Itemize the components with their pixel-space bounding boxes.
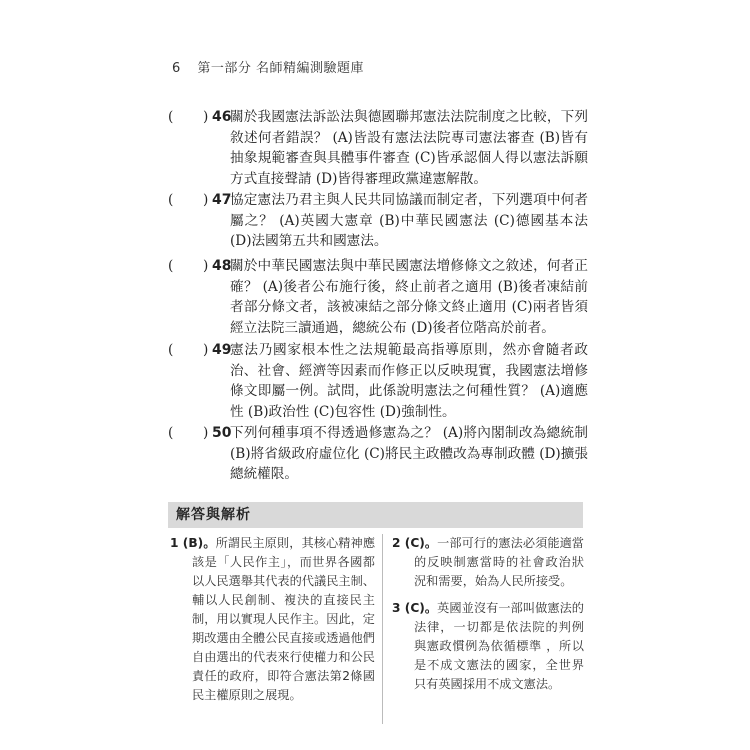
question-number: 47 xyxy=(212,192,232,208)
question-text: 關於中華民國憲法與中華民國憲法增修條文之敘述，何者正確？ (A)後者公布施行後，終止前者之適用 (B)後者凍結前者部分條文者，該被凍結之部分條文終止適用 (C)兩者皆須經立法院三讀通過，總統公布 (D)後者位階高於前者。 xyxy=(230,258,588,336)
answers-left-column xyxy=(170,534,375,713)
explanation-label: 2 (C)。 xyxy=(392,536,438,550)
question-number: 49 xyxy=(212,342,232,358)
question-49: ( ) 49 憲法乃國家根本性之法規範最高指導原則，然亦會隨者政治、社會、經濟等因素而作修正以反映現實，我國憲法增修條文即屬一例。試問，此係說明憲法之何種性質？ (A)適應性 (B)政治性 (C)包容性 (D)強制性。 xyxy=(168,340,588,422)
question-text: 憲法乃國家根本性之法規範最高指導原則，然亦會隨者政治、社會、經濟等因素而作修正以反映現實，我國憲法增修條文即屬一例。試問，此係說明憲法之何種性質？ (A)適應性 (B)政治性 (C)包容性 (D)強制性。 xyxy=(230,342,588,420)
question-text: 關於我國憲法訴訟法與德國聯邦憲法法院制度之比較，下列敘述何者錯誤？ (A)皆設有憲法法院專司憲法審查 (B)皆有抽象規範審查與具體事件審查 (C)皆承認個人得以憲法訴願方式直接聲請 (D)皆得審理政黨違憲解散。 xyxy=(230,109,588,187)
question-number: 46 xyxy=(212,109,232,125)
explanation-1 xyxy=(170,534,375,705)
explanation-label: 3 (C)。 xyxy=(392,601,438,615)
explanation-2 xyxy=(392,534,584,591)
explanation-label: 1 (B)。 xyxy=(170,536,216,550)
explanation-3 xyxy=(392,599,584,694)
page-header xyxy=(172,57,364,76)
question-48: ( ) 48 關於中華民國憲法與中華民國憲法增修條文之敘述，何者正確？ (A)後者公布施行後，終止前者之適用 (B)後者凍結前者部分條文者，該被凍結之部分條文終止適用 (C)兩者皆須經立法院三讀通過，總統公布 (D)後者位階高於前者。 xyxy=(168,256,588,338)
question-text: 協定憲法乃君主與人民共同協議而制定者，下列選項中何者屬之？ (A)英國大憲章 (B)中華民國憲法 (C)德國基本法 (D)法國第五共和國憲法。 xyxy=(230,192,588,249)
header-title: 第一部分 名師精編測驗題庫 xyxy=(197,61,365,76)
column-divider xyxy=(382,534,383,724)
explanation-text: 一部可行的憲法必須能適當的反映制憲當時的社會政治狀況和需要，始為人民所接受。 xyxy=(414,536,584,588)
question-text: 下列何種事項不得透過修憲為之？ (A)將內閣制改為總統制 (B)將省級政府虛位化 (C)將民主政體改為專制政體 (D)擴張總統權限。 xyxy=(230,425,588,482)
question-number: 50 xyxy=(212,425,232,441)
explanation-text: 所謂民主原則，其核心精神應該是「人民作主」，而世界各國都以人民選舉其代表的代議民主制、輔以人民創制、複決的直接民主制，用以實現人民作主。因此，定期改選由全體公民直接或透過他們自由選出的代表來行使權力和公民責任的政府，即符合憲法第2條國民主權原則之展現。 xyxy=(192,536,376,702)
question-number: 48 xyxy=(212,258,232,274)
question-50: ( ) 50 下列何種事項不得透過修憲為之？ (A)將內閣制改為總統制 (B)將省級政府虛位化 (C)將民主政體改為專制政體 (D)擴張總統權限。 xyxy=(168,423,588,485)
explanation-text: 英國並沒有一部叫做憲法的法律，一切都是依法院的判例與憲政慣例為依循標準 ，所以是不成文憲法的國家，全世界只有英國採用不成文憲法。 xyxy=(414,601,584,691)
page-number: 6 xyxy=(172,61,181,76)
question-47: ( ) 47 協定憲法乃君主與人民共同協議而制定者，下列選項中何者屬之？ (A)英國大憲章 (B)中華民國憲法 (C)德國基本法 (D)法國第五共和國憲法。 xyxy=(168,190,588,252)
question-46: ( ) 46 關於我國憲法訴訟法與德國聯邦憲法法院制度之比較，下列敘述何者錯誤？ (A)皆設有憲法法院專司憲法審查 (B)皆有抽象規範審查與具體事件審查 (C)皆承認個人得以憲法訴願方式直接聲請 (D)皆得審理政黨違憲解散。 xyxy=(168,107,588,189)
answers-right-column xyxy=(392,534,584,702)
answers-section-title: 解答與解析 xyxy=(168,502,583,528)
